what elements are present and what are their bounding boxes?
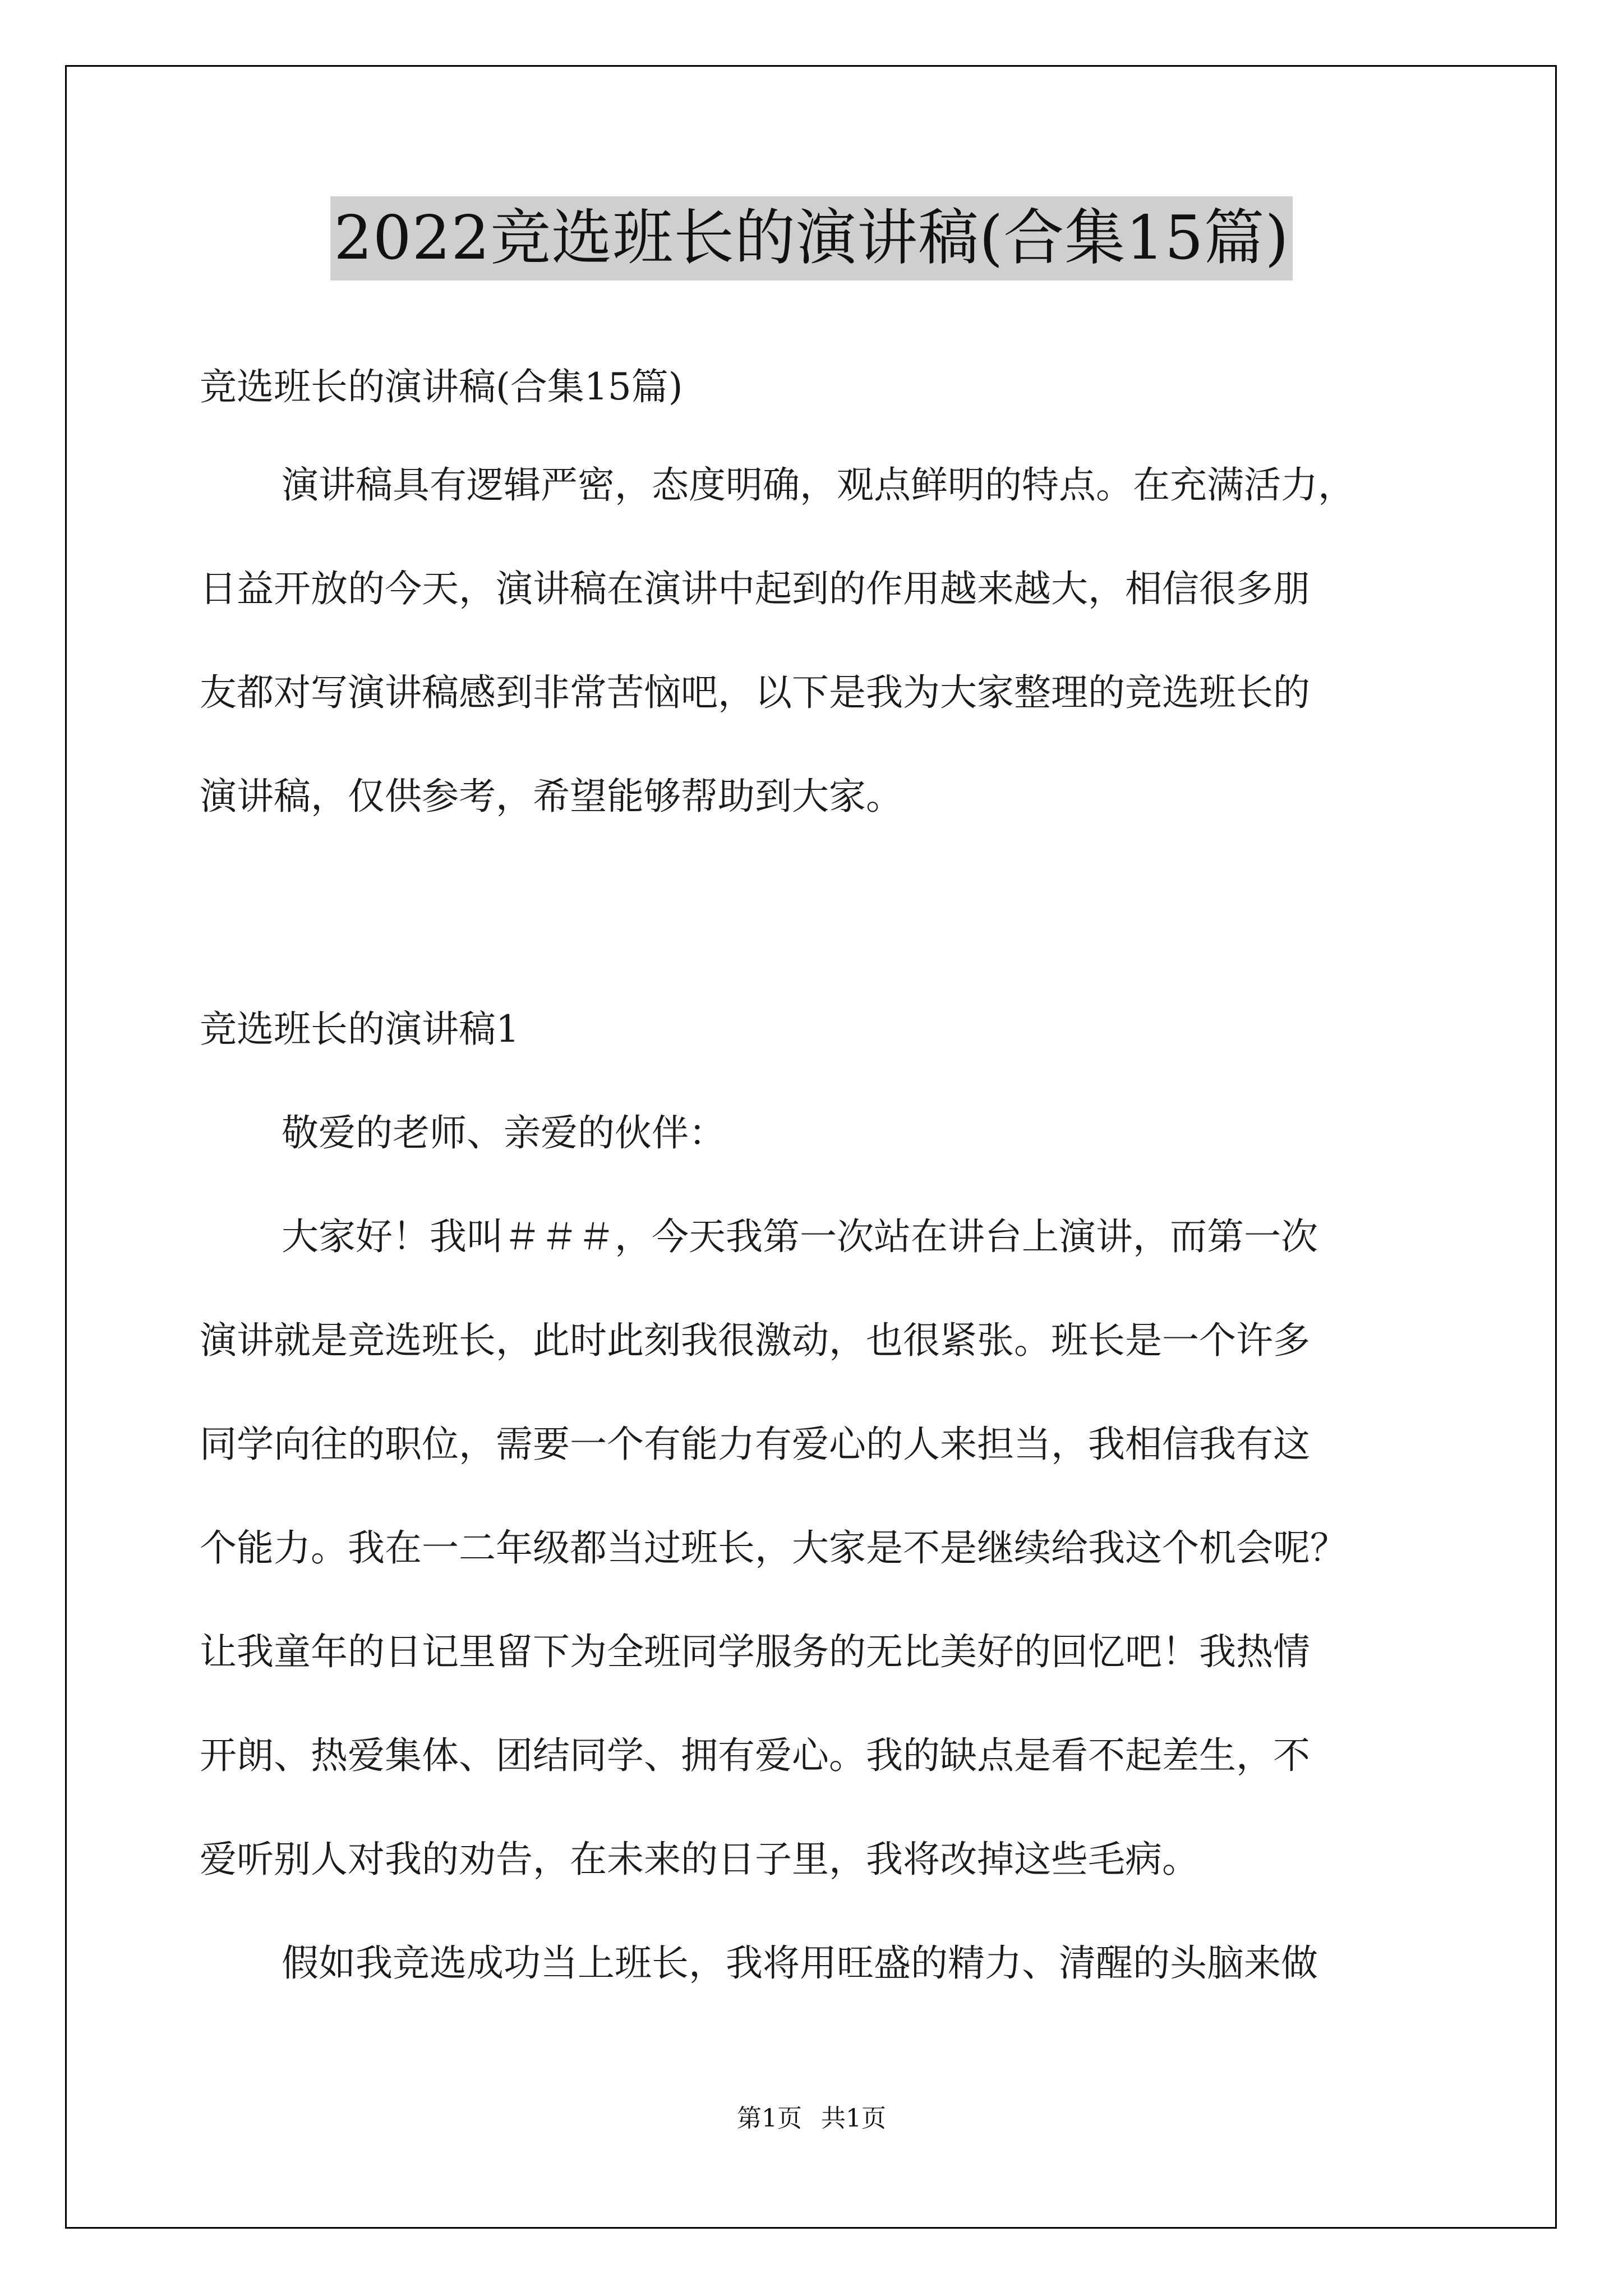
page-total: 共1页 [821,2104,886,2133]
paragraph-line: 让我童年的日记里留下为全班同学服务的无比美好的回忆吧！我热情 [200,1630,1310,1673]
section-heading: 竞选班长的演讲稿1 [200,1007,519,1051]
paragraph-line: 演讲就是竞选班长，此时此刻我很激动，也很紧张。班长是一个许多 [200,1319,1310,1362]
paragraph-line: 演讲稿，仅供参考，希望能够帮助到大家。 [200,775,903,818]
page-number: 第1页 [737,2104,802,2133]
section-heading: 竞选班长的演讲稿(合集15篇) [200,365,683,408]
page-footer [0,2098,1623,2134]
paragraph-line: 友都对写演讲稿感到非常苦恼吧，以下是我为大家整理的竞选班长的 [200,671,1310,714]
paragraph-line: 日益开放的今天，演讲稿在演讲中起到的作用越来越大，相信很多朋 [200,567,1310,610]
paragraph-line: 大家好！我叫＃＃＃，今天我第一次站在讲台上演讲，而第一次 [282,1215,1318,1258]
paragraph-line: 假如我竞选成功当上班长，我将用旺盛的精力、清醒的头脑来做 [282,1941,1318,1985]
paragraph-line: 同学向往的职位，需要一个有能力有爱心的人来担当，我相信我有这 [200,1423,1310,1466]
paragraph-line: 演讲稿具有逻辑严密，态度明确，观点鲜明的特点。在充满活力， [282,463,1355,507]
paragraph-line: 个能力。我在一二年级都当过班长，大家是不是继续给我这个机会呢？ [200,1526,1347,1570]
paragraph-line: 敬爱的老师、亲爱的伙伴： [282,1111,726,1154]
title-container [0,196,1623,280]
paragraph-line: 爱听别人对我的劝告，在未来的日子里，我将改掉这些毛病。 [200,1838,1199,1881]
paragraph-line: 开朗、热爱集体、团结同学、拥有爱心。我的缺点是看不起差生，不 [200,1734,1310,1777]
document-title: 2022竞选班长的演讲稿(合集15篇) [330,196,1293,280]
